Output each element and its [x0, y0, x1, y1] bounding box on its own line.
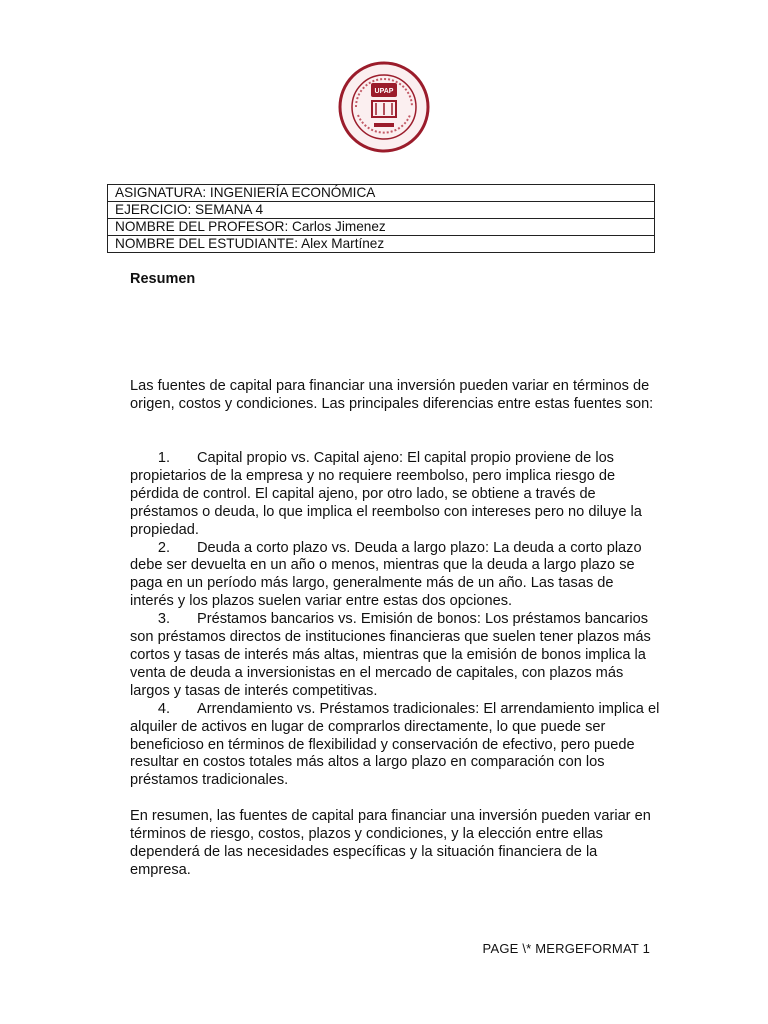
list-number: 3. — [157, 611, 170, 628]
course-info-table — [107, 184, 655, 253]
table-row — [108, 219, 655, 236]
list-number: 1. — [157, 450, 170, 466]
table-row — [108, 236, 655, 253]
list-number: 4. — [157, 700, 170, 717]
university-logo — [338, 57, 430, 165]
list-item-text: Préstamos bancarios vs. Emisión de bonos: Los préstamos bancarios son préstamos directos de instituciones financieras que suelen tener plazos más cortos y tasas de interés más altas, mientras que la emisión de bonos implica la venta de deuda a inversionistas en el mercado de capitales, con plazos más largos y tasas de interés competitivas. — [130, 611, 651, 699]
section-heading: Resumen — [130, 271, 196, 287]
conclusion-paragraph: En resumen, las fuentes de capital para financiar una inversión pueden variar en términos de riesgo, costos, plazos y condiciones, y la elección entre ellas dependerá de las necesidades específicas y la situación financiera de la empresa. — [130, 808, 651, 878]
intro-paragraph: Las fuentes de capital para financiar una inversión pueden variar en términos de origen, costos y condiciones. Las principales diferencias entre estas fuentes son: — [130, 378, 654, 412]
exercise-cell: EJERCICIO: SEMANA 4 — [108, 202, 655, 219]
student-cell: NOMBRE DEL ESTUDIANTE: Alex Martínez — [108, 236, 655, 253]
logo-emblem-text: UPAP — [374, 88, 394, 95]
list-item — [130, 611, 660, 701]
professor-cell: NOMBRE DEL PROFESOR: Carlos Jimenez — [108, 219, 655, 236]
list-item — [130, 540, 660, 612]
list-number: 2. — [157, 539, 170, 556]
list-item — [130, 450, 660, 540]
table-row — [108, 185, 655, 202]
subject-cell: ASIGNATURA: INGENIERÍA ECONÓMICA — [108, 185, 655, 202]
page-footer: PAGE \* MERGEFORMAT 1 — [482, 941, 650, 956]
list-item-text: Capital propio vs. Capital ajeno: El capital propio proviene de los propietarios de la empresa y no requiere reembolso, pero implica riesgo de pérdida de control. El capital ajeno, por otro lado, se obtiene a través de préstamos o deuda, lo que implica el reembolso con intereses pero no diluye la propiedad. — [130, 450, 642, 538]
numbered-list — [130, 450, 660, 790]
table-row — [108, 202, 655, 219]
list-item — [130, 701, 660, 791]
list-item-text: Arrendamiento vs. Préstamos tradicionales: El arrendamiento implica el alquiler de activos en lugar de comprarlos directamente, lo que puede ser beneficioso en términos de flexibilidad y conservación de efectivo, pero puede resultar en costos totales más altos a largo plazo en comparación con los préstamos tradicionales. — [130, 700, 660, 789]
list-item-text: Deuda a corto plazo vs. Deuda a largo plazo: La deuda a corto plazo debe ser devuelta en un año o menos, mientras que la deuda a largo plazo se paga en un período más largo, generalmente más de un año. Las tasas de interés y los plazos suelen variar entre estas dos opciones. — [130, 539, 642, 610]
